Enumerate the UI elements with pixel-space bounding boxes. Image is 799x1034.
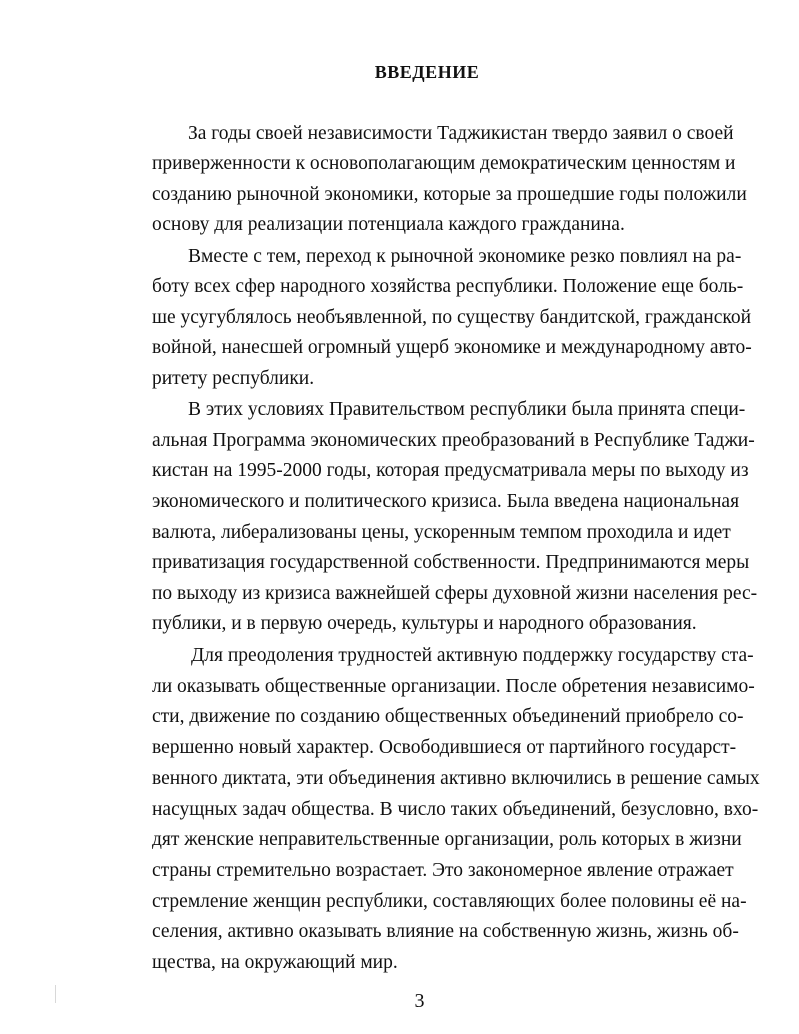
paragraph-3-line-1: В этих условиях Правительством республики была принята специ-	[188, 399, 746, 420]
paragraph-4-line-11: щества, на окружающий мир.	[152, 952, 398, 973]
paragraph-4-line-2: ли оказывать общественные организации. После обретения независимо-	[152, 676, 755, 697]
paragraph-2-line-5: ритету республики.	[152, 368, 315, 389]
paragraph-4-line-7: дят женские неправительственные организации, роль которых в жизни	[152, 829, 742, 850]
paragraph-4-line-5: венного диктата, эти объединения активно включились в решение самых	[152, 768, 760, 789]
paragraph-4-line-6: насущных задач общества. В число таких объединений, безусловно, вхо-	[152, 799, 759, 820]
paragraph-3-line-7: по выходу из кризиса важнейшей сферы духовной жизни населения рес-	[152, 583, 758, 604]
paragraph-1-line-1: За годы своей независимости Таджикистан твердо заявил о своей	[188, 123, 734, 144]
paragraph-4-line-3: сти, движение по созданию общественных объединений приобрело со-	[152, 706, 744, 727]
paragraph-4-line-10: селения, активно оказывать влияние на собственную жизнь, жизнь об-	[152, 921, 739, 942]
paragraph-1-line-4: основу для реализации потенциала каждого гражданина.	[152, 214, 625, 235]
paragraph-1-line-2: приверженности к основополагающим демократическим ценностям и	[152, 153, 736, 174]
paragraph-2-line-1: Вместе с тем, переход к рыночной экономике резко повлиял на ра-	[188, 246, 742, 267]
paragraph-4-line-8: страны стремительно возрастает. Это закономерное явление отражает	[152, 860, 734, 881]
paragraph-2-line-4: войной, нанесшей огромный ущерб экономике и международному авто-	[152, 337, 752, 358]
paragraph-4-line-4: вершенно новый характер. Освободившиеся от партийного государст-	[152, 737, 737, 758]
paragraph-2-line-3: ше усугублялось необъявленной, по существу бандитской, гражданской	[152, 307, 752, 328]
paragraph-1-line-3: созданию рыночной экономики, которые за прошедшие годы положили	[152, 184, 747, 205]
paragraph-3-line-6: приватизация государственной собственности. Предпринимаются меры	[152, 552, 750, 573]
page-number: 3	[414, 990, 425, 1012]
paragraph-4-line-1: Для преодоления трудностей активную поддержку государству ста-	[191, 645, 754, 666]
paragraph-3-line-3: кистан на 1995-2000 годы, которая предусматривала меры по выходу из	[152, 460, 749, 481]
paragraph-2-line-2: боту всех сфер народного хозяйства республики. Положение еще боль-	[152, 276, 744, 297]
paragraph-3-line-5: валюта, либерализованы цены, ускоренным темпом проходила и идет	[152, 522, 731, 543]
paragraph-3-line-2: альная Программа экономических преобразований в Республике Таджи-	[152, 430, 755, 451]
paragraph-3-line-4: экономического и политического кризиса. Была введена национальная	[152, 491, 740, 512]
paragraph-4-line-9: стремление женщин республики, составляющих более половины её на-	[152, 891, 747, 912]
paragraph-3-line-8: публики, и в первую очередь, культуры и народного образования.	[152, 613, 697, 634]
page-title: ВВЕДЕНИЕ	[374, 62, 480, 82]
